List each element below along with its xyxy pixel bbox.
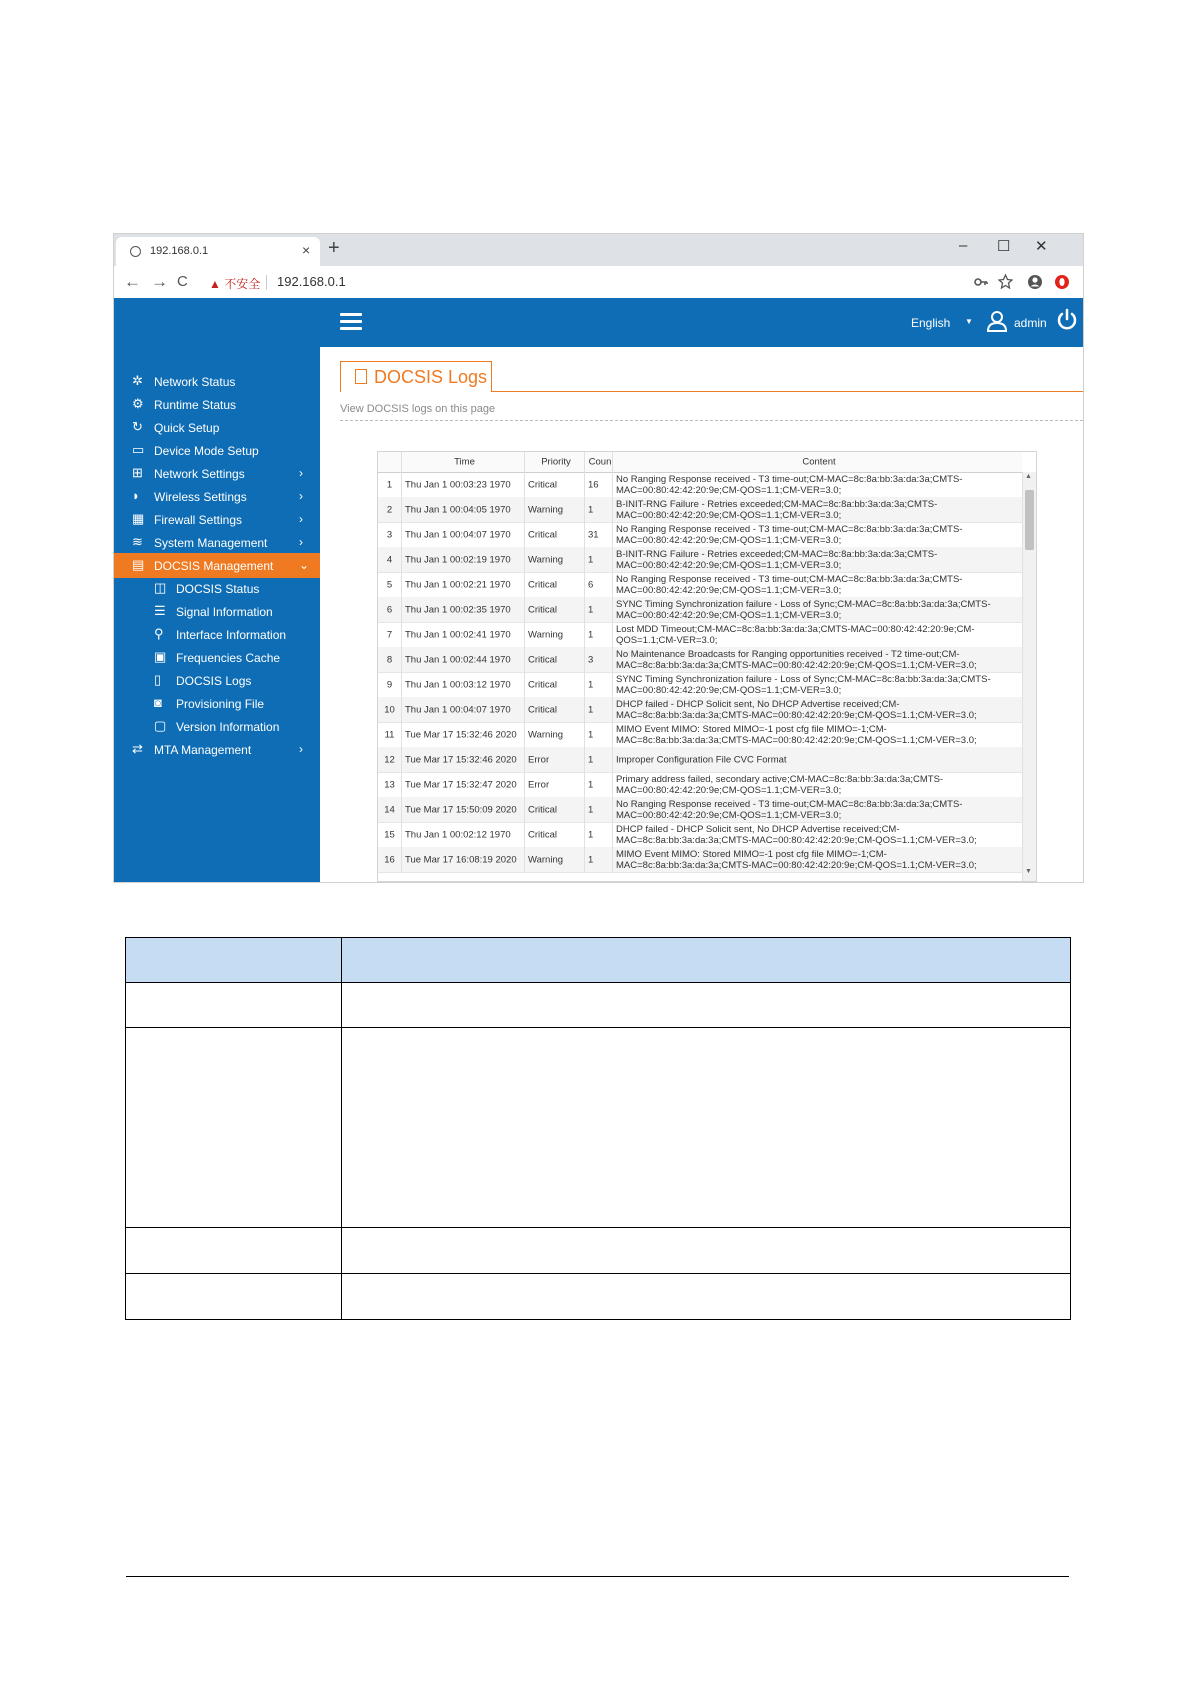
cell-text: 1 xyxy=(588,604,594,615)
cell-text: Critical xyxy=(528,579,558,590)
cell-text: Thu Jan 1 00:02:44 1970 xyxy=(405,654,511,665)
table-cell xyxy=(402,572,525,597)
table-cell xyxy=(402,722,525,747)
table-cell xyxy=(585,822,613,847)
cell-text: 1 xyxy=(386,479,393,490)
sidebar-item-quick-setup[interactable] xyxy=(114,415,320,440)
table-cell xyxy=(402,472,525,497)
sidebar-item-docsis-management[interactable] xyxy=(114,553,320,578)
cell-text: Warning xyxy=(528,854,564,865)
cell-text: Critical xyxy=(528,704,558,715)
close-tab-icon[interactable]: × xyxy=(302,242,311,258)
cell-text: 2 xyxy=(386,504,393,515)
table-border xyxy=(125,937,126,1320)
table-row[interactable] xyxy=(378,797,1022,823)
cell-text: Lost MDD Timeout;CM-MAC=8c:8a:bb:3a:da:3a;CMTS-MAC=00:80:42:42:20:9e;CM-QOS=1.1;CM-VER=3.0; xyxy=(616,623,975,646)
cell-text: Error xyxy=(528,779,550,790)
cell-text: DHCP failed - DHCP Solicit sent, No DHCP Advertise received;CM-MAC=8c:8a:bb:3a:da:3a;CMTS-MAC=00:80:42:42:20:9e;CM-QOS=1.1;CM-VER=3.0; xyxy=(616,698,977,721)
cell-text: 3 xyxy=(588,654,594,665)
cell-text: Thu Jan 1 00:04:05 1970 xyxy=(405,504,511,515)
table-cell xyxy=(613,547,1022,572)
sidebar-item-docsis-logs[interactable] xyxy=(114,668,320,693)
cell-text: Warning xyxy=(528,729,564,740)
cell-text: Coun xyxy=(588,456,612,468)
user-icon[interactable] xyxy=(986,310,1008,332)
docsis-icon: ▤ xyxy=(132,557,145,572)
cell-text: Critical xyxy=(528,679,558,690)
table-border xyxy=(125,1319,1071,1320)
cell-text: 1 xyxy=(588,629,594,640)
table-cell xyxy=(378,472,402,497)
sidebar-item-label: Network Status xyxy=(154,375,236,389)
cell-text: Time xyxy=(454,456,475,468)
table-cell xyxy=(525,672,585,697)
table-row[interactable] xyxy=(378,747,1022,773)
table-cell xyxy=(613,847,1022,872)
table-cell xyxy=(378,522,402,547)
cell-text: Thu Jan 1 00:02:41 1970 xyxy=(405,629,511,640)
new-tab-button[interactable]: + xyxy=(328,237,340,259)
table-cell xyxy=(402,772,525,797)
minimize-button[interactable]: – xyxy=(959,237,968,254)
sidebar-item-label: DOCSIS Management xyxy=(154,559,274,573)
sidebar-item-label: Firewall Settings xyxy=(154,513,243,527)
sidebar-item-label: Provisioning File xyxy=(176,697,265,711)
wifi-icon: ◗ xyxy=(132,488,140,503)
table-cell xyxy=(585,772,613,797)
table-cell xyxy=(525,747,585,772)
cell-text: Warning xyxy=(528,504,564,515)
cell-text: 1 xyxy=(588,754,594,765)
cell-text: Thu Jan 1 00:02:35 1970 xyxy=(405,604,511,615)
sidebar-item-label: Frequencies Cache xyxy=(176,651,281,665)
cell-text: 16 xyxy=(384,854,395,865)
layers-icon: ≋ xyxy=(132,534,143,549)
opera-icon[interactable] xyxy=(1054,274,1070,290)
table-cell xyxy=(402,847,525,872)
cell-text: 9 xyxy=(386,679,393,690)
cell-text: 6 xyxy=(588,579,594,590)
power-icon[interactable] xyxy=(1055,308,1079,332)
scrollbar-thumb[interactable] xyxy=(1025,490,1034,550)
table-cell xyxy=(378,697,402,722)
table-cell xyxy=(585,647,613,672)
cell-text: 16 xyxy=(588,479,599,490)
list-icon: ☰ xyxy=(154,603,166,618)
table-cell xyxy=(613,522,1022,547)
table-cell xyxy=(402,497,525,522)
table-cell xyxy=(613,697,1022,722)
cell-text: 11 xyxy=(384,729,395,740)
sidebar-item-provisioning-file[interactable] xyxy=(114,691,320,716)
table-cell xyxy=(402,672,525,697)
table-cell xyxy=(585,672,613,697)
security-warning[interactable]: ▲ 不安全 xyxy=(209,277,261,291)
browser-tab[interactable] xyxy=(116,237,320,266)
page-subtitle: View DOCSIS logs on this page xyxy=(340,403,496,415)
sidebar-item-label: DOCSIS Status xyxy=(176,582,260,596)
menu-icon[interactable] xyxy=(340,313,362,330)
table-cell xyxy=(402,747,525,772)
close-window-button[interactable]: ✕ xyxy=(1035,238,1048,255)
table-cell xyxy=(378,822,402,847)
username[interactable]: admin xyxy=(1014,316,1047,330)
sidebar-item-wireless-settings[interactable] xyxy=(114,484,320,509)
cell-text: Priority xyxy=(541,456,571,468)
table-row[interactable] xyxy=(378,722,1022,748)
cell-text: No Ranging Response received - T3 time-out;CM-MAC=8c:8a:bb:3a:da:3a;CMTS-MAC=00:80:42:42:20:9e;CM-QOS=1.1;CM-VER=3.0; xyxy=(616,523,963,546)
scroll-up-icon[interactable]: ▲ xyxy=(1025,473,1032,480)
scroll-down-icon[interactable]: ▼ xyxy=(1025,868,1032,875)
network-status-icon: ✲ xyxy=(132,373,143,388)
cell-text: No Ranging Response received - T3 time-out;CM-MAC=8c:8a:bb:3a:da:3a;CMTS-MAC=00:80:42:42:20:9e;CM-QOS=1.1;CM-VER=3.0; xyxy=(616,798,963,821)
caret-down-icon[interactable]: ▼ xyxy=(965,317,973,326)
cell-text: Content xyxy=(802,456,836,468)
cell-text: B-INIT-RNG Failure - Retries exceeded;CM-MAC=8c:8a:bb:3a:da:3a;CMTS-MAC=00:80:42:42:20:9e;CM-QOS=1.1;CM-VER=3.0; xyxy=(616,548,938,571)
table-cell xyxy=(378,547,402,572)
sidebar-item-label: Device Mode Setup xyxy=(154,444,259,458)
tab-underline xyxy=(492,391,1083,392)
cell-text: 13 xyxy=(384,779,395,790)
table-cell xyxy=(525,772,585,797)
table-header xyxy=(378,452,1022,473)
table-border xyxy=(341,937,342,1320)
table-border xyxy=(125,1273,1071,1274)
cell-text: Error xyxy=(528,754,550,765)
quick-setup-icon: ↻ xyxy=(132,419,143,434)
table-cell xyxy=(613,822,1022,847)
cell-text: 3 xyxy=(386,529,393,540)
cell-text: 31 xyxy=(588,529,599,540)
table-cell xyxy=(613,772,1022,797)
divider xyxy=(340,420,1083,421)
cell-text: Critical xyxy=(528,479,558,490)
document-icon xyxy=(355,369,367,384)
table-cell xyxy=(378,647,402,672)
sidebar-item-frequencies-cache[interactable] xyxy=(114,645,320,670)
sidebar-item-network-settings[interactable] xyxy=(114,461,320,486)
sidebar-item-label: Signal Information xyxy=(176,605,273,619)
table-cell xyxy=(525,622,585,647)
cell-text: 10 xyxy=(384,704,395,715)
table-cell xyxy=(525,547,585,572)
table-cell xyxy=(378,772,402,797)
table-cell xyxy=(585,697,613,722)
sidebar-item-network-status[interactable] xyxy=(114,369,320,394)
table-cell xyxy=(402,597,525,622)
chevron-icon: ⌄ xyxy=(299,558,310,572)
cell-text: No Ranging Response received - T3 time-out;CM-MAC=8c:8a:bb:3a:da:3a;CMTS-MAC=00:80:42:42:20:9e;CM-QOS=1.1;CM-VER=3.0; xyxy=(616,573,963,596)
table-cell xyxy=(525,822,585,847)
table-row[interactable] xyxy=(378,772,1022,798)
globe-icon xyxy=(130,246,141,257)
sidebar-item-label: Version Information xyxy=(176,720,280,734)
cell-text: Critical xyxy=(528,829,558,840)
table-cell xyxy=(613,647,1022,672)
sidebar-item-signal-information[interactable] xyxy=(114,599,320,624)
forward-button[interactable]: → xyxy=(151,272,168,291)
cell-text: 12 xyxy=(384,754,395,765)
mta-icon: ⇄ xyxy=(132,741,143,756)
table-header-row xyxy=(126,938,1070,982)
app-header xyxy=(114,298,1083,347)
hierarchy-icon: ⊞ xyxy=(132,465,143,480)
cell-text: 1 xyxy=(588,829,594,840)
table-border xyxy=(125,937,1071,938)
back-button[interactable]: ← xyxy=(124,272,141,291)
table-cell xyxy=(585,572,613,597)
cell-text: B-INIT-RNG Failure - Retries exceeded;CM-MAC=8c:8a:bb:3a:da:3a;CMTS-MAC=00:80:42:42:20:9e;CM-QOS=1.1;CM-VER=3.0; xyxy=(616,498,938,521)
table-border xyxy=(125,982,1071,983)
divider xyxy=(266,275,267,290)
cell-text: Warning xyxy=(528,629,564,640)
tab-bar xyxy=(114,234,1083,266)
cell-text: 1 xyxy=(588,679,594,690)
sidebar xyxy=(114,347,320,882)
profile-icon[interactable] xyxy=(1027,274,1043,290)
chevron-icon: › xyxy=(299,466,303,480)
cell-text: 1 xyxy=(588,804,594,815)
cell-text: 1 xyxy=(588,554,594,565)
table-cell xyxy=(378,597,402,622)
cell-text: 14 xyxy=(384,804,395,815)
sidebar-item-label: DOCSIS Logs xyxy=(176,674,252,688)
table-row[interactable] xyxy=(378,822,1022,848)
table-cell xyxy=(613,597,1022,622)
cell-text: 4 xyxy=(386,554,393,565)
cell-text: Thu Jan 1 00:03:12 1970 xyxy=(405,679,511,690)
url-field[interactable]: 192.168.0.1 xyxy=(277,274,346,289)
cell-text: 1 xyxy=(588,779,594,790)
table-row[interactable] xyxy=(378,522,1022,548)
table-cell xyxy=(585,622,613,647)
language-selector[interactable]: English xyxy=(911,316,951,330)
table-row[interactable] xyxy=(378,572,1022,598)
maximize-button[interactable]: ☐ xyxy=(997,238,1011,255)
cell-text: Thu Jan 1 00:02:21 1970 xyxy=(405,579,511,590)
table-row[interactable] xyxy=(378,597,1022,623)
sidebar-item-mta-management[interactable] xyxy=(114,737,320,762)
sidebar-item-firewall-settings[interactable] xyxy=(114,507,320,532)
table-cell xyxy=(525,522,585,547)
page-tab xyxy=(340,361,492,392)
table-cell xyxy=(402,547,525,572)
chat-icon: ▢ xyxy=(154,718,167,733)
table-cell xyxy=(402,647,525,672)
column-header[interactable] xyxy=(613,452,1022,472)
cell-text: No Maintenance Broadcasts for Ranging opportunities received - T2 time-out;CM-MAC=8c:8a:bb:3a:da:3a;CMTS-MAC=00:80:42:42:20:9e;CM-QOS=1.1;CM-VER=3.0; xyxy=(616,648,977,671)
table-cell xyxy=(585,497,613,522)
cell-text: SYNC Timing Synchronization failure - Loss of Sync;CM-MAC=8c:8a:bb:3a:da:3a;CMTS-MAC=00:80:42:42:20:9e;CM-QOS=1.1;CM-VER=3.0; xyxy=(616,598,991,621)
table-border xyxy=(125,1027,1071,1028)
table-cell xyxy=(613,797,1022,822)
table-cell xyxy=(585,522,613,547)
cell-text: 1 xyxy=(588,854,594,865)
table-cell xyxy=(378,722,402,747)
sidebar-item-interface-information[interactable] xyxy=(114,622,320,647)
sidebar-item-device-mode-setup[interactable] xyxy=(114,438,320,463)
column-header[interactable] xyxy=(525,452,585,472)
cell-text: Thu Jan 1 00:02:12 1970 xyxy=(405,829,511,840)
cell-text: MIMO Event MIMO: Stored MIMO=-1 post cfg file MIMO=-1;CM-MAC=8c:8a:bb:3a:da:3a;CMTS-MAC=00:80:42:42:20:9e;CM-QOS=1.1;CM-VER=3.0; xyxy=(616,848,977,871)
table-cell xyxy=(585,747,613,772)
cell-text: 5 xyxy=(386,579,393,590)
cell-text: No Ranging Response received - T3 time-out;CM-MAC=8c:8a:bb:3a:da:3a;CMTS-MAC=00:80:42:42:20:9e;CM-QOS=1.1;CM-VER=3.0; xyxy=(616,473,963,496)
cell-text: 8 xyxy=(386,654,393,665)
table-cell xyxy=(378,622,402,647)
column-header[interactable] xyxy=(585,452,613,472)
sidebar-item-system-management[interactable] xyxy=(114,530,320,555)
cell-text: Tue Mar 17 16:08:19 2020 xyxy=(405,854,517,865)
table-row[interactable] xyxy=(378,472,1022,498)
page-title: DOCSIS Logs xyxy=(374,367,488,387)
table-row[interactable] xyxy=(378,622,1022,648)
cell-text: 6 xyxy=(386,604,393,615)
tab-title: 192.168.0.1 xyxy=(150,245,209,257)
table-cell xyxy=(613,622,1022,647)
table-cell xyxy=(613,572,1022,597)
table-cell xyxy=(613,722,1022,747)
table-cell xyxy=(525,647,585,672)
chevron-icon: › xyxy=(299,489,303,503)
table-row[interactable] xyxy=(378,497,1022,523)
table-cell xyxy=(525,697,585,722)
cache-icon: ▣ xyxy=(154,649,167,664)
cell-text: 1 xyxy=(588,704,594,715)
main-content xyxy=(320,347,1083,882)
table-cell xyxy=(585,797,613,822)
chevron-icon: › xyxy=(299,512,303,526)
chevron-icon: › xyxy=(299,742,303,756)
cell-text: Thu Jan 1 00:02:19 1970 xyxy=(405,554,511,565)
sidebar-item-docsis-status[interactable] xyxy=(114,576,320,601)
key-icon[interactable] xyxy=(974,276,988,288)
document-table xyxy=(125,937,1071,1320)
table-row[interactable] xyxy=(378,647,1022,673)
table-cell xyxy=(613,747,1022,772)
cell-text: Tue Mar 17 15:32:47 2020 xyxy=(405,779,517,790)
cell-text: Critical xyxy=(528,654,558,665)
table-cell xyxy=(378,672,402,697)
cell-text: 1 xyxy=(588,504,594,515)
table-cell xyxy=(525,847,585,872)
table-cell xyxy=(525,722,585,747)
cell-text: 1 xyxy=(588,729,594,740)
sidebar-item-label: System Management xyxy=(154,536,268,550)
table-row[interactable] xyxy=(378,697,1022,723)
runtime-status-icon: ⚙ xyxy=(132,396,144,411)
chevron-icon: › xyxy=(299,535,303,549)
cell-text: Thu Jan 1 00:03:23 1970 xyxy=(405,479,511,490)
table-cell xyxy=(525,472,585,497)
monitor-icon: ▭ xyxy=(132,442,145,457)
star-icon[interactable] xyxy=(998,274,1013,289)
table-cell xyxy=(585,472,613,497)
table-cell xyxy=(378,797,402,822)
table-row[interactable] xyxy=(378,847,1022,873)
table-cell xyxy=(525,497,585,522)
sidebar-item-label: Network Settings xyxy=(154,467,245,481)
column-header[interactable] xyxy=(402,452,525,472)
table-cell xyxy=(402,797,525,822)
table-cell xyxy=(585,847,613,872)
table-cell xyxy=(585,722,613,747)
table-cell xyxy=(613,497,1022,522)
table-border xyxy=(1070,937,1071,1320)
table-cell xyxy=(378,497,402,522)
reload-button[interactable]: C xyxy=(177,273,188,290)
chart-icon: ◫ xyxy=(154,580,167,595)
table-cell xyxy=(378,572,402,597)
column-header[interactable] xyxy=(378,452,402,472)
table-border xyxy=(125,1227,1071,1228)
table-row[interactable] xyxy=(378,672,1022,698)
sidebar-item-label: MTA Management xyxy=(154,743,252,757)
cell-text: Tue Mar 17 15:32:46 2020 xyxy=(405,729,517,740)
table-cell xyxy=(525,797,585,822)
table-cell xyxy=(613,472,1022,497)
cell-text: MIMO Event MIMO: Stored MIMO=-1 post cfg file MIMO=-1;CM-MAC=8c:8a:bb:3a:da:3a;CMTS-MAC=00:80:42:42:20:9e;CM-QOS=1.1;CM-VER=3.0; xyxy=(616,723,977,746)
cell-text: SYNC Timing Synchronization failure - Loss of Sync;CM-MAC=8c:8a:bb:3a:da:3a;CMTS-MAC=00:80:42:42:20:9e;CM-QOS=1.1;CM-VER=3.0; xyxy=(616,673,991,696)
table-cell xyxy=(525,597,585,622)
table-cell xyxy=(402,622,525,647)
browser-window xyxy=(113,233,1084,883)
cell-text: Critical xyxy=(528,804,558,815)
sidebar-item-label: Quick Setup xyxy=(154,421,220,435)
cell-text: Primary address failed, secondary active;CM-MAC=8c:8a:bb:3a:da:3a;CMTS-MAC=00:80:42:42:20:9e;CM-QOS=1.1;CM-VER=3.0; xyxy=(616,773,944,796)
address-bar xyxy=(114,266,1083,299)
file-icon: ◙ xyxy=(154,695,162,710)
log-table xyxy=(377,451,1037,882)
document-icon: ▯ xyxy=(154,672,162,687)
cell-text: Critical xyxy=(528,529,558,540)
table-cell xyxy=(402,522,525,547)
table-cell xyxy=(613,672,1022,697)
firewall-icon: ▦ xyxy=(132,511,145,526)
footer-rule xyxy=(126,1576,1069,1577)
sidebar-item-label: Interface Information xyxy=(176,628,287,642)
cell-text: Warning xyxy=(528,554,564,565)
table-cell xyxy=(402,697,525,722)
cell-text: Improper Configuration File CVC Format xyxy=(616,754,787,765)
cell-text: DHCP failed - DHCP Solicit sent, No DHCP Advertise received;CM-MAC=8c:8a:bb:3a:da:3a;CMTS-MAC=00:80:42:42:20:9e;CM-QOS=1.1;CM-VER=3.0; xyxy=(616,823,977,846)
cell-text: Thu Jan 1 00:04:07 1970 xyxy=(405,704,511,715)
table-cell xyxy=(378,747,402,772)
table-cell xyxy=(525,572,585,597)
cell-text: Tue Mar 17 15:50:09 2020 xyxy=(405,804,517,815)
table-cell xyxy=(585,597,613,622)
link-icon: ⚲ xyxy=(154,626,164,641)
vertical-scrollbar[interactable] xyxy=(1022,472,1036,881)
table-cell xyxy=(378,847,402,872)
table-cell xyxy=(402,822,525,847)
table-row[interactable] xyxy=(378,547,1022,573)
cell-text: 7 xyxy=(386,629,393,640)
cell-text: Thu Jan 1 00:04:07 1970 xyxy=(405,529,511,540)
sidebar-item-runtime-status[interactable] xyxy=(114,392,320,417)
sidebar-item-version-information[interactable] xyxy=(114,714,320,739)
cell-text: 15 xyxy=(384,829,395,840)
sidebar-item-label: Wireless Settings xyxy=(154,490,247,504)
table-cell xyxy=(585,547,613,572)
cell-text: Tue Mar 17 15:32:46 2020 xyxy=(405,754,517,765)
sidebar-item-label: Runtime Status xyxy=(154,398,237,412)
cell-text: Critical xyxy=(528,604,558,615)
